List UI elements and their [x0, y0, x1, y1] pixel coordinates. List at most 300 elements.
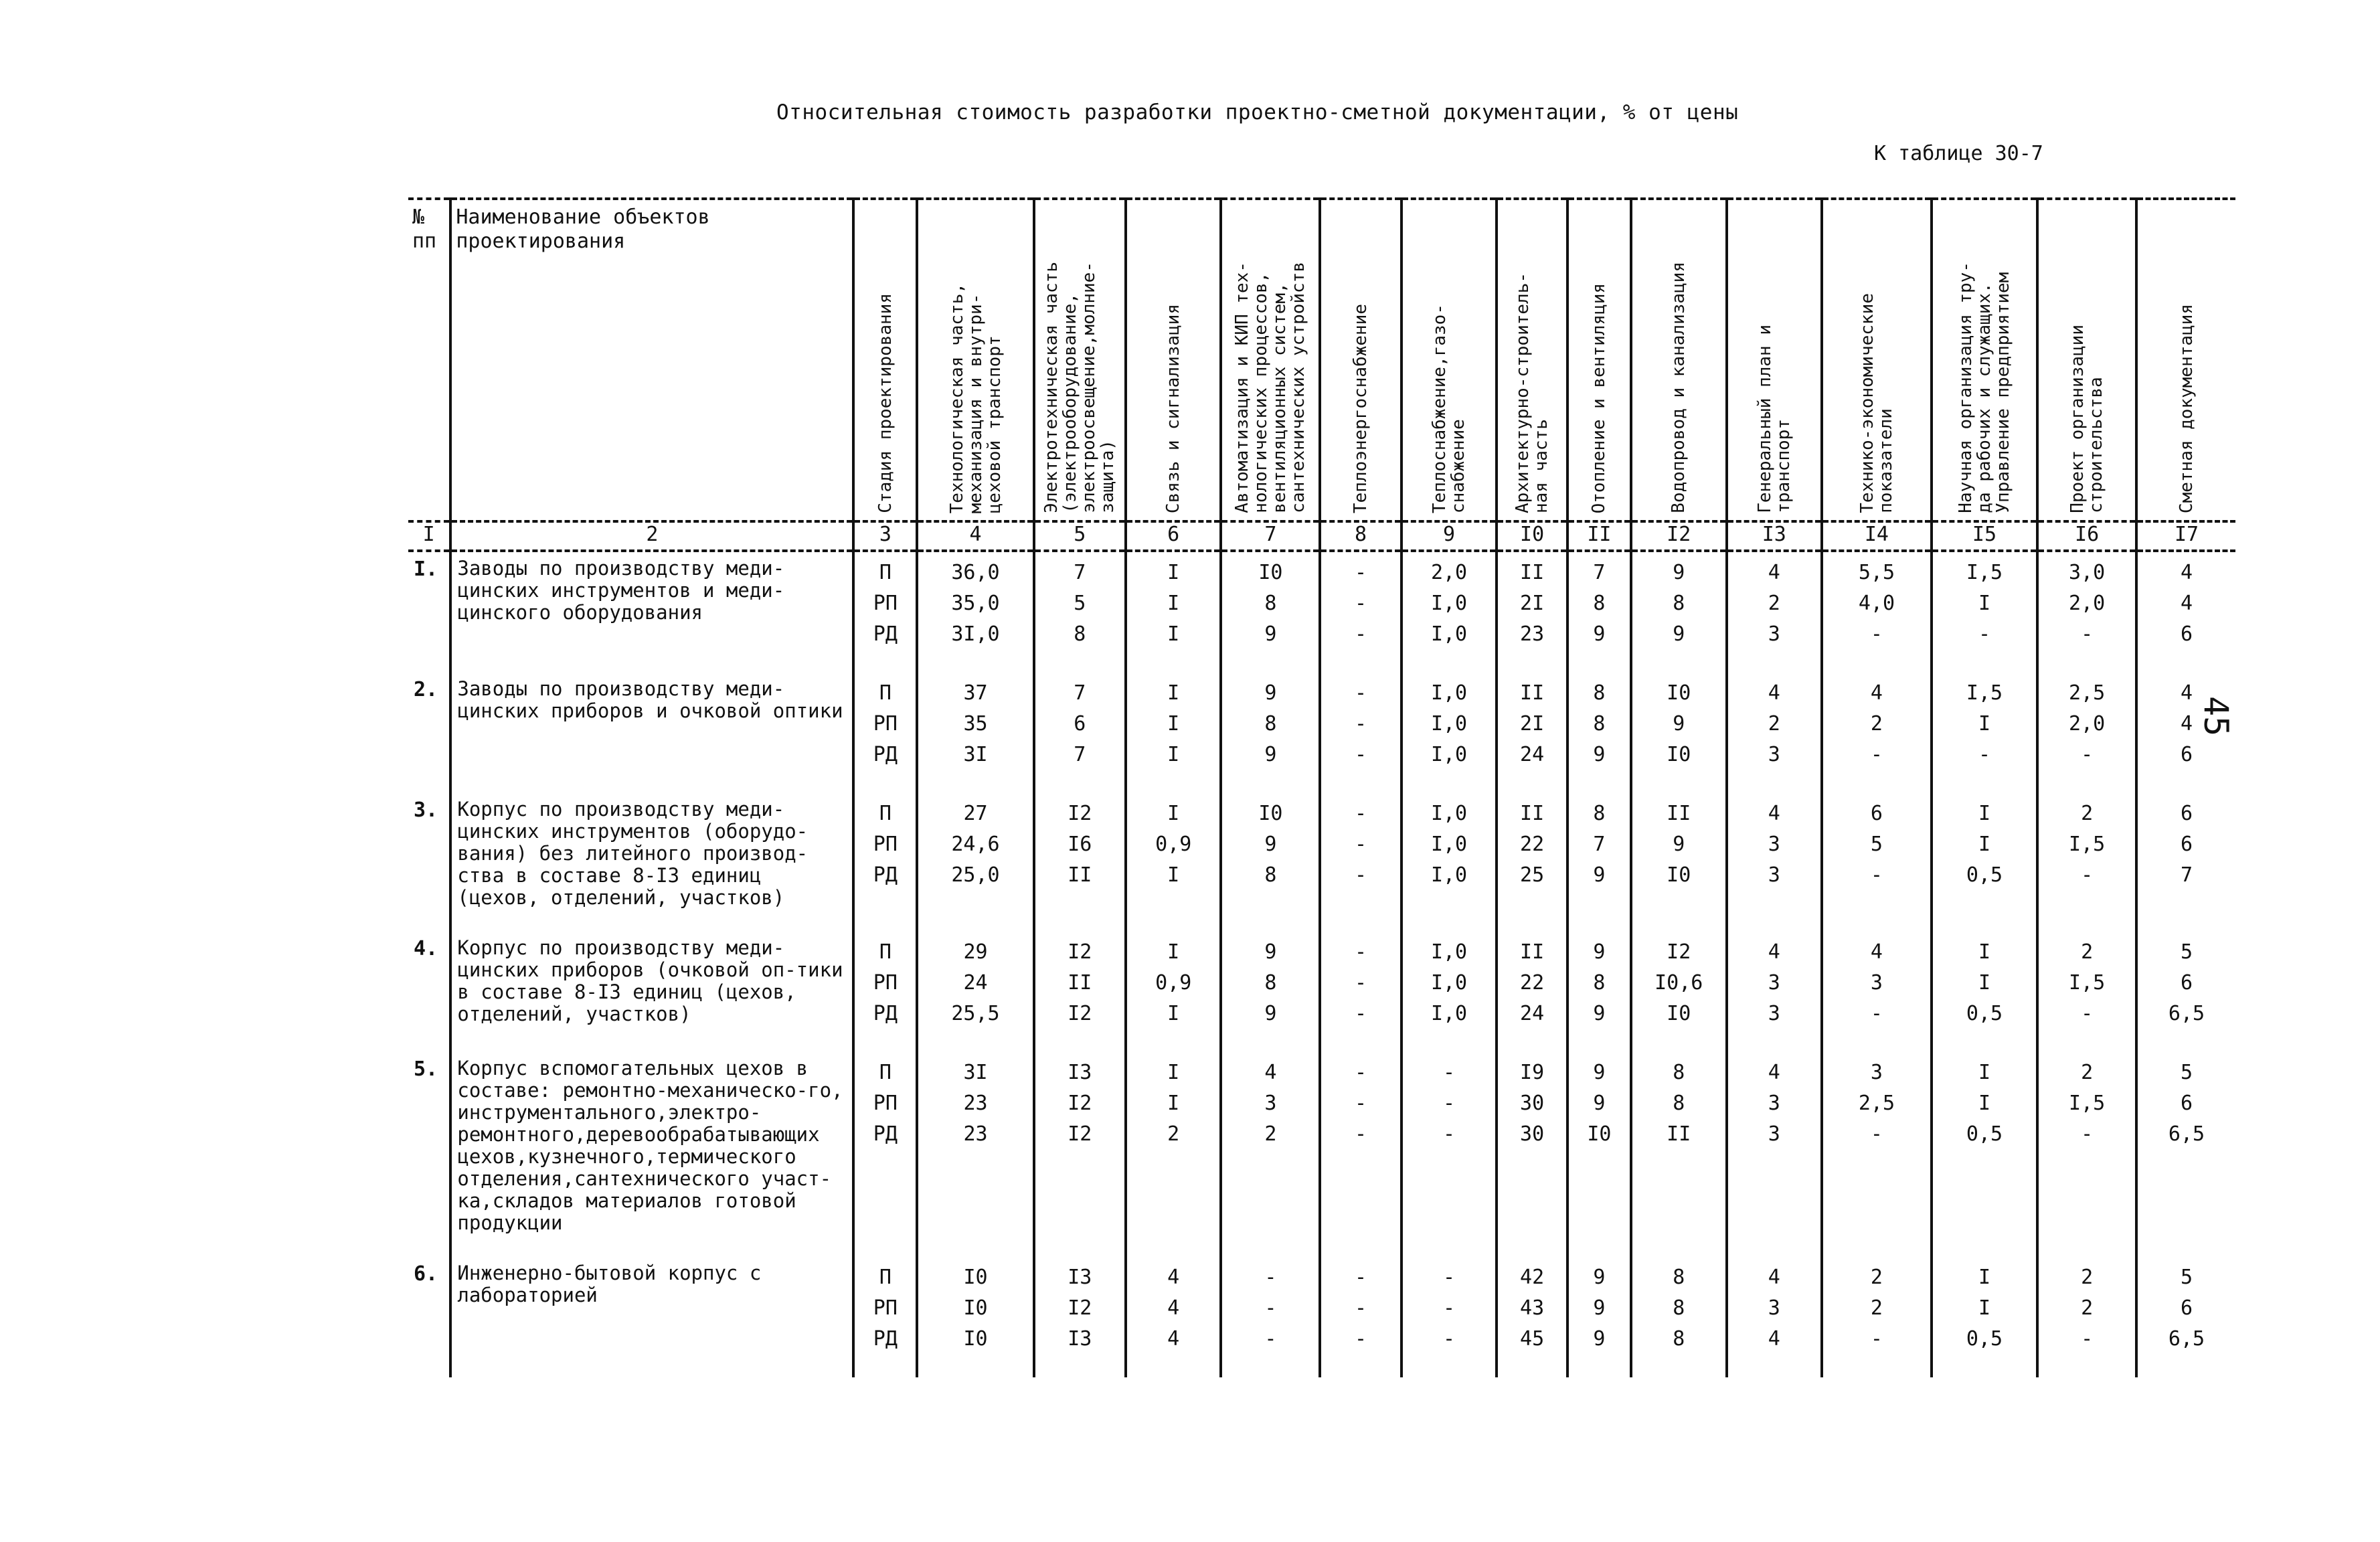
spacer-cell: [1221, 909, 1320, 932]
cell-value: II: [1667, 802, 1691, 825]
cell-value: I0: [1258, 802, 1283, 825]
value-cell-col-14: [1822, 551, 1932, 650]
header-label: Водопровод и канализация: [1669, 262, 1689, 513]
cell-value: -: [1443, 1296, 1456, 1320]
cell-value: 9: [1593, 743, 1606, 766]
cell-value: I: [1978, 940, 1990, 964]
cell-value: 8: [1264, 971, 1277, 995]
cell-value: I,0: [1430, 1002, 1468, 1025]
row-number: 6.: [414, 1262, 438, 1286]
header-column-10: [1497, 199, 1567, 521]
spacer-cell: [450, 1355, 853, 1377]
cell-value: 8: [1673, 1092, 1685, 1115]
cell-value: 6: [2180, 743, 2193, 766]
cell-value: -: [1355, 743, 1367, 766]
spacer-cell: [1320, 1029, 1401, 1052]
table-row: [408, 932, 2235, 1029]
cell-value: 9: [1593, 1002, 1606, 1025]
cell-value: I: [1167, 681, 1180, 705]
cell-value: -: [1870, 743, 1883, 766]
cell-value: I,0: [1430, 622, 1468, 646]
cell-value: I0: [1667, 743, 1691, 766]
cell-value: I,5: [2069, 1092, 2106, 1115]
spacer-cell: [1822, 1355, 1932, 1377]
column-number: 9: [1401, 521, 1497, 551]
cell-value: 9: [1593, 940, 1606, 964]
cell-value: 4: [1870, 681, 1883, 705]
value-cell-col-17: [2136, 1052, 2235, 1234]
cell-value: 8: [1264, 863, 1277, 887]
column-number: I5: [1932, 521, 2037, 551]
spacer-cell: [1034, 770, 1126, 793]
cell-value: I2: [1068, 1122, 1092, 1146]
cell-value: I3: [1068, 1061, 1092, 1084]
cell-value: -: [1355, 1327, 1367, 1351]
header-label: Технико-экономические показатели: [1857, 293, 1896, 513]
value-cell-col-16: [2037, 932, 2136, 1029]
value-cell-col-8: [1320, 793, 1401, 909]
header-column-8: [1320, 199, 1401, 521]
cost-table: [408, 197, 2235, 1377]
cell-value: -: [1355, 833, 1367, 856]
cell-value: 4: [2180, 592, 2193, 615]
cell-value: 4: [1768, 681, 1780, 705]
header-label: Связь и сигнализация: [1163, 303, 1184, 513]
value-cell-col-6: [1126, 932, 1221, 1029]
value-cell-col-6: [1126, 1257, 1221, 1355]
cell-value: 37: [963, 681, 988, 705]
cell-value: I2: [1068, 1296, 1092, 1320]
cell-value: 2: [2081, 1296, 2094, 1320]
spacer-cell: [853, 770, 917, 793]
cell-value: I: [1978, 592, 1990, 615]
cell-value: 4: [1768, 1266, 1780, 1289]
spacer-cell: [1567, 770, 1631, 793]
page-number: 45: [2197, 696, 2235, 737]
cell-value: I2: [1667, 940, 1691, 964]
spacer-cell: [1034, 909, 1126, 932]
cell-value: 8: [1593, 592, 1606, 615]
object-name: Корпус по производству меди-цинских приборов (очковой оп-тики в составе 8-I3 единиц (цехов, отделений, участков): [450, 932, 853, 1029]
value-cell-col-11: [1567, 1257, 1631, 1355]
spacer-cell: [1497, 909, 1567, 932]
cell-value: I,0: [1430, 971, 1468, 995]
spacer-cell: [2037, 1355, 2136, 1377]
header-column-3: [853, 199, 917, 521]
cell-value: 30: [1520, 1092, 1545, 1115]
cell-value: -: [1355, 802, 1367, 825]
stage-cell: [853, 673, 917, 770]
value-cell-col-16: [2037, 673, 2136, 770]
spacer-cell: [1401, 1355, 1497, 1377]
spacer-cell: [450, 909, 853, 932]
value-cell-col-7: [1221, 673, 1320, 770]
cell-value: -: [1978, 622, 1990, 646]
object-name: Корпус вспомогательных цехов в составе: ремонтно-механическо-го, инструментального,электро-ремонтного,деревообрабатывающих цехов,кузнечного,термического отделения,сантехнического участ-ка,складов материалов готовой продукции: [450, 1052, 853, 1234]
cell-value: -: [2081, 1122, 2094, 1146]
cell-value: 8: [1593, 971, 1606, 995]
value-cell-col-5: [1034, 932, 1126, 1029]
value-cell-col-7: [1221, 1052, 1320, 1234]
stage-value: РП: [873, 1092, 898, 1115]
stage-value: П: [879, 561, 891, 584]
spacer-cell: [1401, 1029, 1497, 1052]
cell-value: I: [1978, 1092, 1990, 1115]
value-cell-col-16: [2037, 793, 2136, 909]
cell-value: 6: [2180, 833, 2193, 856]
cell-value: 2: [2081, 802, 2094, 825]
cell-value: 9: [1593, 1327, 1606, 1351]
cell-value: 9: [1264, 622, 1277, 646]
value-cell-col-12: [1631, 1052, 1727, 1234]
cell-value: 4: [2180, 712, 2193, 736]
cell-value: 2,5: [2069, 681, 2106, 705]
cell-value: -: [1355, 940, 1367, 964]
row-number: 3.: [414, 798, 438, 822]
cell-value: -: [1443, 1327, 1456, 1351]
cell-value: 2I: [1520, 592, 1545, 615]
cell-value: 2,0: [1430, 561, 1468, 584]
spacer-cell: [1320, 650, 1401, 673]
header-column-12: [1631, 199, 1727, 521]
cell-value: 8: [1593, 681, 1606, 705]
value-cell-col-17: [2136, 551, 2235, 650]
cell-value: 3: [1768, 1122, 1780, 1146]
cell-value: 6: [1870, 802, 1883, 825]
value-cell-col-14: [1822, 1052, 1932, 1234]
cell-value: 2,5: [1858, 1092, 1895, 1115]
header-column-13: [1727, 199, 1822, 521]
value-cell-col-14: [1822, 793, 1932, 909]
header-column-5: [1034, 199, 1126, 521]
cell-value: I: [1978, 833, 1990, 856]
cell-value: 3: [1768, 743, 1780, 766]
value-cell-col-12: [1631, 551, 1727, 650]
spacer-cell: [853, 1355, 917, 1377]
cell-value: 9: [1673, 712, 1685, 736]
cell-value: -: [1264, 1266, 1277, 1289]
spacer-cell: [1631, 650, 1727, 673]
page-title: Относительная стоимость разработки проектно-сметной документации, % от цены: [776, 100, 1739, 124]
cell-value: 23: [1520, 622, 1545, 646]
cell-value: 0,5: [1966, 863, 2003, 887]
spacer-cell: [1126, 1029, 1221, 1052]
cell-value: -: [1355, 1061, 1367, 1084]
spacer-cell: [408, 909, 450, 932]
cell-value: I,5: [2069, 971, 2106, 995]
spacer-cell: [1320, 1355, 1401, 1377]
value-cell-col-8: [1320, 1257, 1401, 1355]
header-label: Теплоэнергоснабжение: [1351, 303, 1371, 513]
column-number: 5: [1034, 521, 1126, 551]
cell-value: I: [1167, 940, 1180, 964]
value-cell-col-4: [917, 551, 1033, 650]
value-cell-col-10: [1497, 1052, 1567, 1234]
cell-value: -: [1443, 1122, 1456, 1146]
cell-value: 8: [1673, 1296, 1685, 1320]
spacer-cell: [1727, 909, 1822, 932]
header-label: Стадия проектирования: [875, 293, 896, 513]
value-cell-col-15: [1932, 1257, 2037, 1355]
cell-value: 4: [2180, 561, 2193, 584]
cell-value: 4: [1768, 1327, 1780, 1351]
spacer-cell: [408, 1355, 450, 1377]
cell-value: -: [1355, 592, 1367, 615]
cell-value: 3I: [963, 743, 988, 766]
spacer-cell: [2037, 1234, 2136, 1257]
spacer-cell: [1401, 1234, 1497, 1257]
cell-value: -: [2081, 863, 2094, 887]
cell-value: 0,9: [1155, 833, 1192, 856]
table-row: [408, 793, 2235, 909]
value-cell-col-12: [1631, 793, 1727, 909]
spacer-cell: [1631, 909, 1727, 932]
cell-value: 24,6: [951, 833, 1000, 856]
header-label: Проект организации строительства: [2067, 325, 2107, 513]
cell-value: I2: [1068, 940, 1092, 964]
cell-value: 3: [1768, 971, 1780, 995]
spacer-cell: [1497, 1355, 1567, 1377]
spacer-cell: [450, 1029, 853, 1052]
cell-value: II: [1520, 940, 1545, 964]
stage-value: П: [879, 681, 891, 705]
spacer-cell: [450, 770, 853, 793]
cell-value: 8: [1264, 712, 1277, 736]
cell-value: 42: [1520, 1266, 1545, 1289]
spacer-cell: [917, 1029, 1033, 1052]
spacer-cell: [853, 650, 917, 673]
cell-value: 5: [1074, 592, 1086, 615]
cell-value: 29: [963, 940, 988, 964]
cell-value: 9: [1264, 743, 1277, 766]
spacer-cell: [1822, 770, 1932, 793]
cell-value: -: [1355, 1122, 1367, 1146]
spacer-cell: [1401, 770, 1497, 793]
stage-value: РД: [873, 1122, 898, 1146]
cell-value: -: [1355, 622, 1367, 646]
cell-value: 2,0: [2069, 592, 2106, 615]
spacer-cell: [2136, 909, 2235, 932]
value-cell-col-15: [1932, 551, 2037, 650]
value-cell-col-14: [1822, 932, 1932, 1029]
cell-value: -: [1870, 622, 1883, 646]
cell-value: I2: [1068, 1092, 1092, 1115]
cell-value: -: [1443, 1092, 1456, 1115]
cell-value: 3: [1768, 1002, 1780, 1025]
cell-value: 9: [1264, 681, 1277, 705]
table-row: [408, 1257, 2235, 1355]
cell-value: 2: [2081, 1061, 2094, 1084]
spacer-cell: [1126, 1234, 1221, 1257]
spacer-cell: [1497, 1029, 1567, 1052]
cell-value: 4: [1870, 940, 1883, 964]
cell-value: 23: [963, 1092, 988, 1115]
cell-value: II: [1520, 561, 1545, 584]
cell-value: 2: [2081, 940, 2094, 964]
spacer-cell: [1631, 1234, 1727, 1257]
cell-value: 9: [1593, 1296, 1606, 1320]
value-cell-col-14: [1822, 1257, 1932, 1355]
cell-value: I: [1167, 1002, 1180, 1025]
value-cell-col-5: [1034, 1257, 1126, 1355]
cell-value: 8: [1673, 1061, 1685, 1084]
stage-value: РП: [873, 971, 898, 995]
cell-value: 2: [1167, 1122, 1180, 1146]
cell-value: -: [1355, 971, 1367, 995]
cell-value: I: [1978, 712, 1990, 736]
cell-value: -: [1870, 1327, 1883, 1351]
header-object-name: Наименование объектов проектирования: [450, 199, 853, 521]
value-cell-col-4: [917, 793, 1033, 909]
cell-value: I: [1978, 1266, 1990, 1289]
spacer-cell: [1727, 1355, 1822, 1377]
cell-value: 24: [963, 971, 988, 995]
value-cell-col-11: [1567, 673, 1631, 770]
value-cell-col-13: [1727, 673, 1822, 770]
value-cell-col-7: [1221, 1257, 1320, 1355]
spacer-cell: [917, 1234, 1033, 1257]
cell-value: 4: [1264, 1061, 1277, 1084]
cell-value: 2,0: [2069, 712, 2106, 736]
value-cell-col-7: [1221, 793, 1320, 909]
spacer-cell: [450, 1234, 853, 1257]
spacer-cell: [1401, 909, 1497, 932]
spacer-cell: [853, 909, 917, 932]
value-cell-col-15: [1932, 1052, 2037, 1234]
spacer-cell: [853, 1234, 917, 1257]
value-cell-col-10: [1497, 551, 1567, 650]
cell-value: -: [1264, 1327, 1277, 1351]
value-cell-col-9: [1401, 1257, 1497, 1355]
spacer-cell: [2037, 909, 2136, 932]
cell-value: I,0: [1430, 833, 1468, 856]
cell-value: 5,5: [1858, 561, 1895, 584]
value-cell-col-9: [1401, 673, 1497, 770]
cell-value: 36,0: [951, 561, 1000, 584]
spacer-cell: [853, 1029, 917, 1052]
spacer-cell: [2037, 770, 2136, 793]
cell-value: -: [1355, 1296, 1367, 1320]
spacer-cell: [1034, 1234, 1126, 1257]
cell-value: I: [1167, 1061, 1180, 1084]
cell-value: I0: [1667, 1002, 1691, 1025]
value-cell-col-17: [2136, 932, 2235, 1029]
stage-value: П: [879, 1061, 891, 1084]
spacer-cell: [1727, 1029, 1822, 1052]
value-cell-col-17: [2136, 793, 2235, 909]
spacer-cell: [1221, 650, 1320, 673]
row-number: 2.: [414, 678, 438, 701]
column-number: 8: [1320, 521, 1401, 551]
value-cell-col-11: [1567, 1052, 1631, 1234]
object-name: Корпус по производству меди-цинских инструментов (оборудо-вания) без литейного производ-ства в составе 8-I3 единиц (цехов, отделений, участков): [450, 793, 853, 909]
spacer-cell: [1822, 909, 1932, 932]
cell-value: 25,5: [951, 1002, 1000, 1025]
cell-value: 9: [1673, 833, 1685, 856]
value-cell-col-11: [1567, 932, 1631, 1029]
value-cell-col-12: [1631, 932, 1727, 1029]
cell-value: 6,5: [2168, 1122, 2205, 1146]
cell-value: -: [1355, 561, 1367, 584]
value-cell-col-5: [1034, 673, 1126, 770]
stage-value: РД: [873, 743, 898, 766]
spacer-cell: [1126, 909, 1221, 932]
cell-value: 7: [2180, 863, 2193, 887]
header-column-17: [2136, 199, 2235, 521]
table-row: [408, 551, 2235, 650]
cell-value: I0: [963, 1327, 988, 1351]
spacer-cell: [1631, 770, 1727, 793]
cell-value: I0: [1667, 681, 1691, 705]
value-cell-col-4: [917, 932, 1033, 1029]
cell-value: -: [1870, 1002, 1883, 1025]
cell-value: I: [1167, 1092, 1180, 1115]
cell-value: 9: [1264, 1002, 1277, 1025]
cell-value: 4: [1768, 940, 1780, 964]
header-label: Электротехническая часть (электрооборудование, электроосвещение,молние- защита): [1041, 262, 1118, 513]
cell-value: I: [1167, 802, 1180, 825]
value-cell-col-6: [1126, 551, 1221, 650]
cell-value: 6: [2180, 622, 2193, 646]
cell-value: 5: [2180, 940, 2193, 964]
cell-value: -: [1355, 681, 1367, 705]
cell-value: I: [1167, 592, 1180, 615]
cell-value: -: [1978, 743, 1990, 766]
cell-value: I,0: [1430, 681, 1468, 705]
header-column-9: [1401, 199, 1497, 521]
spacer-cell: [2037, 650, 2136, 673]
value-cell-col-15: [1932, 673, 2037, 770]
cell-value: I,5: [2069, 833, 2106, 856]
spacer-cell: [408, 650, 450, 673]
column-number: I3: [1727, 521, 1822, 551]
cell-value: I: [1167, 712, 1180, 736]
value-cell-col-10: [1497, 673, 1567, 770]
value-cell-col-7: [1221, 932, 1320, 1029]
cell-value: -: [1870, 863, 1883, 887]
spacer-cell: [2136, 1234, 2235, 1257]
cell-value: -: [1443, 1266, 1456, 1289]
cell-value: II: [1667, 1122, 1691, 1146]
cell-value: 3I: [963, 1061, 988, 1084]
value-cell-col-6: [1126, 673, 1221, 770]
spacer-cell: [1126, 770, 1221, 793]
cell-value: I0: [963, 1266, 988, 1289]
cell-value: 9: [1264, 940, 1277, 964]
cell-value: 3: [1768, 1296, 1780, 1320]
header-label: Научная организация тру- да рабочих и служащих. Управление предприятием: [1955, 262, 2013, 513]
cell-value: 3: [1870, 1061, 1883, 1084]
stage-value: РП: [873, 592, 898, 615]
cell-value: 3: [1768, 1092, 1780, 1115]
stage-cell: [853, 932, 917, 1029]
object-name: Заводы по производству меди-цинских приборов и очковой оптики: [450, 673, 853, 770]
object-name: Инженерно-бытовой корпус с лабораторией: [450, 1257, 853, 1355]
column-number: II: [1567, 521, 1631, 551]
value-cell-col-9: [1401, 932, 1497, 1029]
spacer-cell: [1822, 1029, 1932, 1052]
cell-value: I9: [1520, 1061, 1545, 1084]
spacer-cell: [1727, 1234, 1822, 1257]
stage-value: РД: [873, 1327, 898, 1351]
cell-value: I3: [1068, 1327, 1092, 1351]
cell-value: 7: [1074, 743, 1086, 766]
cell-value: -: [1355, 712, 1367, 736]
cell-value: 2: [1870, 1266, 1883, 1289]
cell-value: -: [1870, 1122, 1883, 1146]
cell-value: I0,6: [1654, 971, 1703, 995]
stage-cell: [853, 1052, 917, 1234]
